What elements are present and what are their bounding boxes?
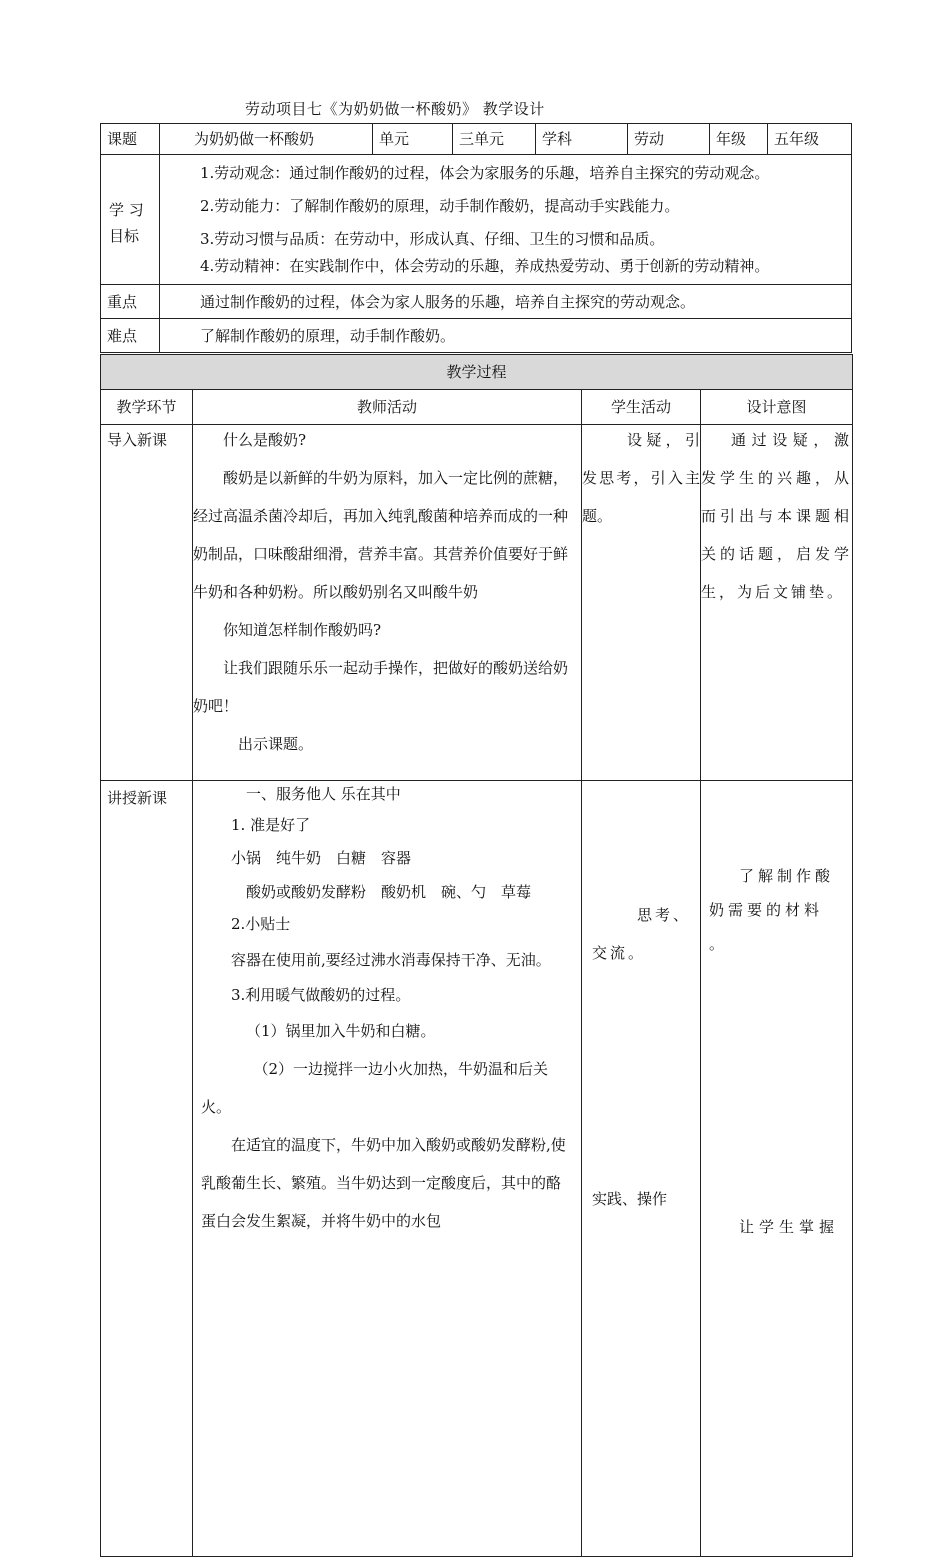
teacher-teach-p1: 一、服务他人 乐在其中 (246, 785, 401, 803)
teacher-intro-p2: 酸奶是以新鲜的牛奶为原料，加入一定比例的蔗糖，经过高温杀菌冷却后，再加入纯乳酸菌种培养而成的一种奶制品，口味酸甜细滑，营养丰富。其营养价值要好于鲜牛奶和各种奶粉。所以酸奶别名又叫酸牛奶 (193, 469, 569, 601)
teacher-teach-p4: 酸奶或酸奶发酵粉 酸奶机 碗、勺 草莓 (246, 883, 532, 901)
student-intro-text: 设疑，引发思考，引入主题。 (582, 431, 700, 525)
teacher-teach-p10: 在适宜的温度下，牛奶中加入酸奶或酸奶发酵粉,使乳酸葡生长、繁殖。当牛奶达到一定酸度后，其中的酪蛋白会发生絮凝，并将牛奶中的水包 (201, 1136, 566, 1230)
difficulty-label: 难点 (101, 319, 160, 353)
teacher-intro (193, 425, 582, 781)
value-nian-ji: 五年级 (768, 124, 852, 155)
intent-teach-text-1: 了解制作酸奶需要的材料 。 (709, 867, 835, 953)
stage-intro: 导入新课 (101, 425, 193, 781)
goal-item: 1.劳动观念：通过制作酸奶的过程，体会为家服务的乐趣，培养自主探究的劳动观念。 (200, 164, 770, 182)
process-table (100, 354, 853, 1557)
value-ke-ti: 为奶奶做一杯酸奶 (160, 124, 373, 155)
stage-teach: 讲授新课 (101, 781, 193, 1557)
intent-intro-text: 通过设疑，激发学生的兴趣，从而引出与本课题相关的话题，启发学生，为后文铺垫。 (701, 431, 853, 601)
teacher-teach-p7: 3.利用暖气做酸奶的过程。 (231, 986, 411, 1004)
teacher-intro-p1: 什么是酸奶? (223, 431, 307, 449)
student-teach-text-2: 实践、操作 (592, 1190, 668, 1208)
label-xue-ke: 学科 (536, 124, 628, 155)
header-student: 学生活动 (582, 390, 701, 425)
goals-label-line-1: 学 习 (109, 201, 144, 219)
goal-item: 2.劳动能力：了解制作酸奶的原理，动手制作酸奶，提高动手实践能力。 (200, 197, 680, 215)
goals-content (160, 155, 852, 285)
teacher-teach-p3: 小锅 纯牛奶 白糖 容器 (231, 849, 412, 867)
label-ke-ti: 课题 (101, 124, 160, 155)
info-table (100, 123, 852, 353)
student-intro (582, 425, 701, 781)
difficulty-text: 了解制作酸奶的原理，动手制作酸奶。 (160, 319, 852, 353)
value-xue-ke: 劳动 (628, 124, 710, 155)
teacher-teach-p6: 容器在使用前,要经过沸水消毒保持干净、无油。 (231, 951, 551, 969)
intent-intro (701, 425, 853, 781)
header-stage: 教学环节 (101, 390, 193, 425)
label-dan-yuan: 单元 (373, 124, 453, 155)
process-heading: 教学过程 (101, 355, 853, 390)
teacher-intro-p3: 你知道怎样制作酸奶吗? (223, 621, 382, 639)
teacher-teach-p2: 1. 准是好了 (231, 816, 311, 834)
teacher-teach (193, 781, 582, 1557)
intent-teach-text-2: 让学生掌握 (739, 1218, 840, 1236)
key-label: 重点 (101, 285, 160, 319)
header-teacher: 教师活动 (193, 390, 582, 425)
document-title: 劳动项目七《为奶奶做一杯酸奶》 教学设计 (245, 100, 545, 118)
goal-item: 3.劳动习惯与品质：在劳动中，形成认真、仔细、卫生的习惯和品质。 (200, 230, 665, 248)
teacher-teach-p8: （1）锅里加入牛奶和白糖。 (246, 1022, 436, 1040)
teacher-intro-p5: 出示课题。 (238, 735, 314, 753)
student-teach (582, 781, 701, 1557)
goal-item: 4.劳动精神：在实践制作中，体会劳动的乐趣，养成热爱劳动、勇于创新的劳动精神。 (200, 257, 770, 275)
label-nian-ji: 年级 (710, 124, 768, 155)
intent-teach (701, 781, 853, 1557)
header-intent: 设计意图 (701, 390, 853, 425)
goals-label (101, 155, 160, 285)
student-teach-text-1: 思考、交流。 (592, 906, 692, 962)
teacher-intro-p4: 让我们跟随乐乐一起动手操作，把做好的酸奶送给奶奶吧！ (193, 659, 569, 715)
key-text: 通过制作酸奶的过程，体会为家人服务的乐趣，培养自主探究的劳动观念。 (160, 285, 852, 319)
goals-label-line-2: 目标 (109, 227, 140, 245)
value-dan-yuan: 三单元 (453, 124, 536, 155)
teacher-teach-p5: 2.小贴士 (231, 915, 291, 933)
teacher-teach-p9: （2）一边搅拌一边小火加热，牛奶温和后关火。 (201, 1060, 549, 1116)
